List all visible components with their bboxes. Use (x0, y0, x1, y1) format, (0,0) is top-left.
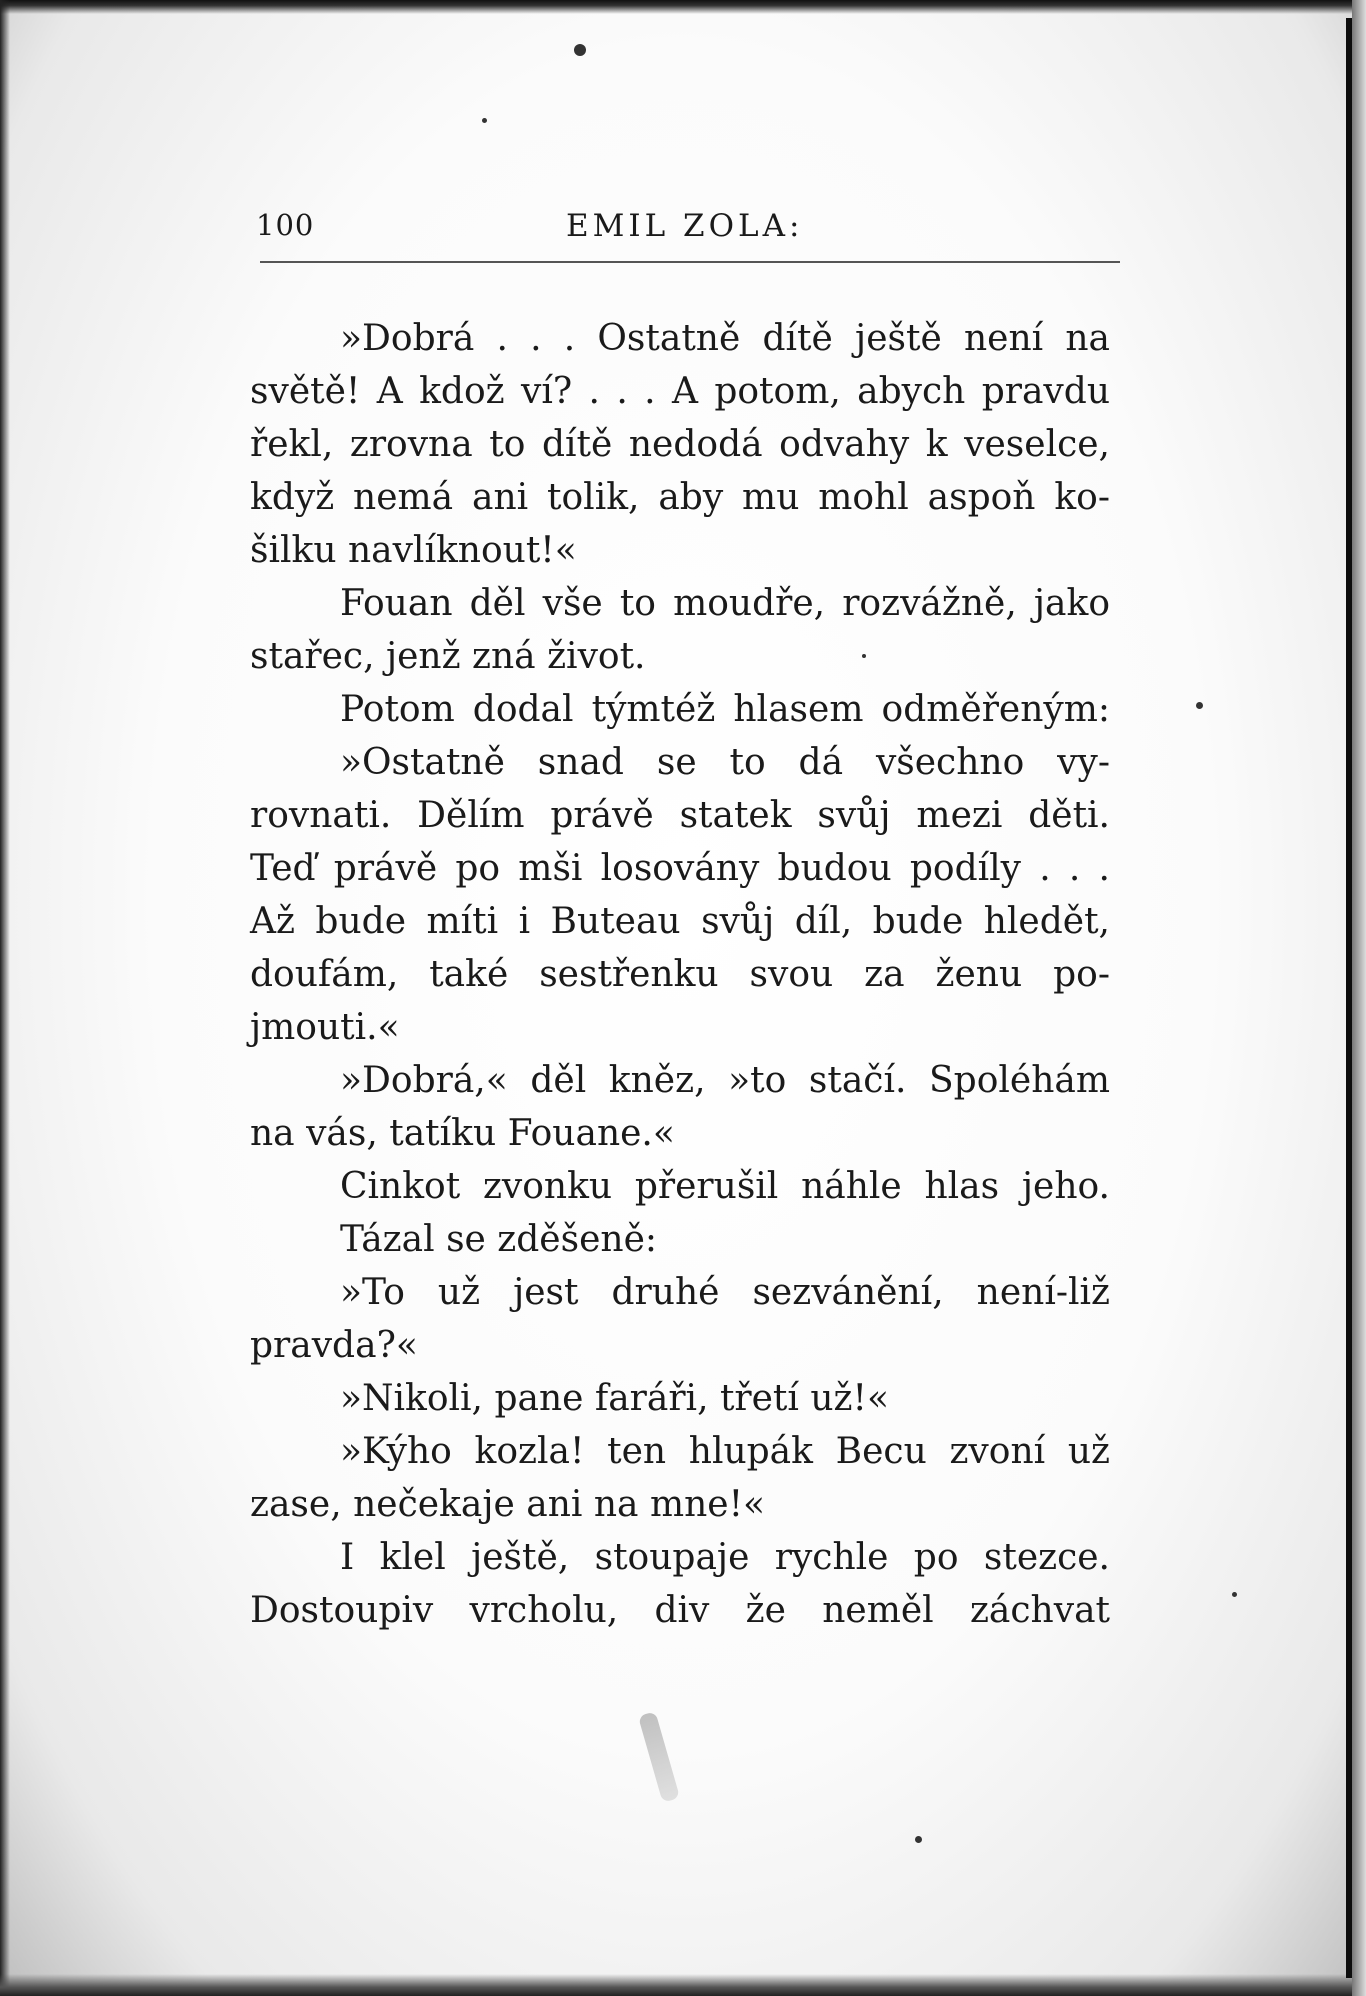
text-line: Dostoupiv vrcholu, div že neměl záchvat (250, 1590, 1110, 1631)
dust-speck (482, 118, 487, 123)
text-line: na vás, tatíku Fouane.« (250, 1113, 675, 1154)
scan-edge-top (0, 0, 1366, 14)
text-line: »Dobrá . . . Ostatně dítě ještě není na (340, 318, 1110, 359)
text-line: Až bude míti i Buteau svůj díl, bude hledět, (250, 901, 1110, 942)
text-line: Tázal se zděšeně: (340, 1219, 658, 1260)
text-line: jmouti.« (250, 1007, 400, 1048)
text-line: Teď právě po mši losovány budou podíly . . . (250, 848, 1110, 889)
book-spine-shadow (1352, 0, 1366, 1996)
text-line: »Kýho kozla! ten hlupák Becu zvoní už (340, 1431, 1110, 1472)
scan-edge-left (0, 0, 10, 1996)
text-line: »Nikoli, pane faráři, třetí už!« (340, 1378, 889, 1419)
text-line: I klel ještě, stoupaje rychle po stezce. (340, 1537, 1110, 1578)
text-line: stařec, jenž zná život. (250, 636, 646, 677)
page-number: 100 (256, 208, 315, 242)
text-line: světě! A kdož ví? . . . A potom, abych pravdu (250, 371, 1110, 412)
text-line: když nemá ani tolik, aby mu mohl aspoň ko- (250, 477, 1110, 518)
text-line: »To už jest druhé sezvánění, není-liž (340, 1272, 1110, 1313)
text-line: »Ostatně snad se to dá všechno vy- (340, 742, 1110, 783)
dust-speck (1196, 702, 1203, 709)
text-line: šilku navlíknout!« (250, 530, 577, 571)
text-line: Cinkot zvonku přerušil náhle hlas jeho. (340, 1166, 1110, 1207)
body-text (250, 312, 1110, 1637)
text-line: Fouan děl vše to moudře, rozvážně, jako (340, 583, 1110, 624)
text-line: doufám, také sestřenku svou za ženu po- (250, 954, 1110, 995)
scan-edge-bottom (0, 1974, 1366, 1996)
page-header (256, 208, 1126, 258)
text-line: Potom dodal týmtéž hlasem odměřeným: (340, 689, 1110, 730)
dust-speck (574, 44, 586, 56)
dust-speck (1232, 1592, 1237, 1597)
text-line: pravda?« (250, 1325, 418, 1366)
header-rule (260, 261, 1120, 263)
text-line: řekl, zrovna to dítě nedodá odvahy k veselce, (250, 424, 1110, 465)
text-line: zase, nečekaje ani na mne!« (250, 1484, 766, 1525)
text-line: rovnati. Dělím právě statek svůj mezi děti. (250, 795, 1110, 836)
text-line: »Dobrá,« děl kněz, »to stačí. Spoléhám (340, 1060, 1110, 1101)
running-title: EMIL ZOLA: (566, 208, 804, 244)
dust-speck (915, 1836, 922, 1843)
